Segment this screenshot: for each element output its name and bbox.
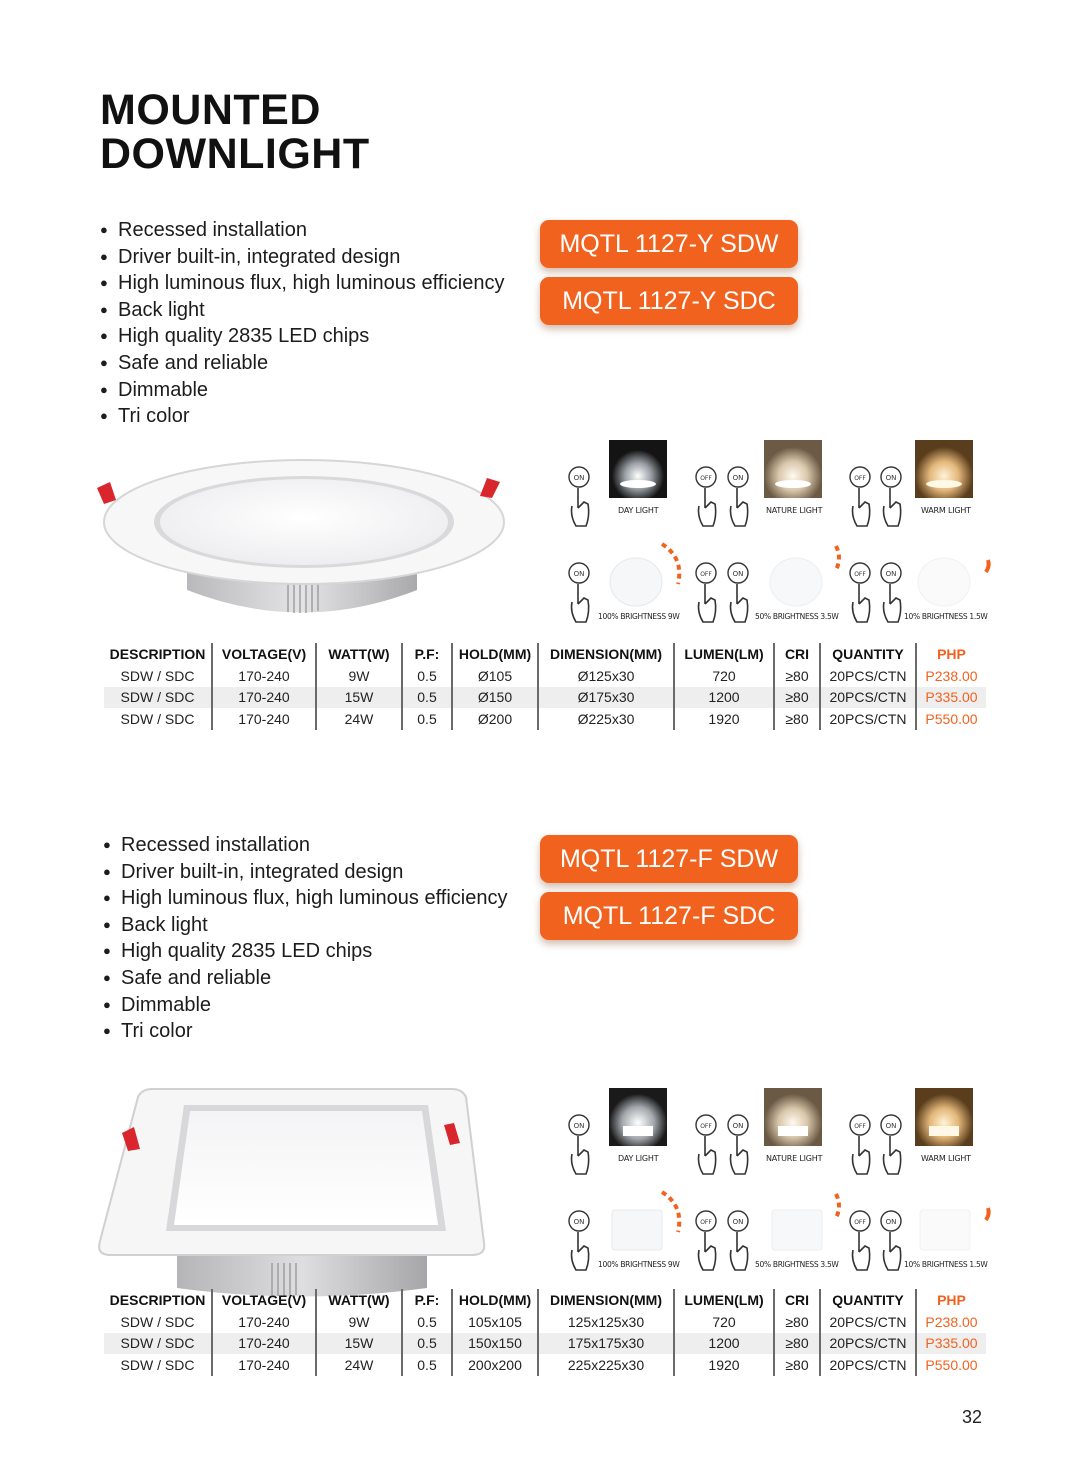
daylight-swatch bbox=[609, 440, 667, 498]
hand-switch-icon bbox=[691, 1112, 721, 1188]
cell-lumen: 1200 bbox=[674, 687, 774, 709]
cell-pf: 0.5 bbox=[402, 1354, 452, 1376]
hand-switch-icon bbox=[845, 1112, 875, 1188]
cell-quantity: 20PCS/CTN bbox=[820, 1311, 916, 1333]
table-header-row bbox=[104, 1289, 986, 1311]
col-voltage: VOLTAGE(V) bbox=[212, 643, 316, 665]
col-lumen: LUMEN(LM) bbox=[674, 1289, 774, 1311]
table-row bbox=[104, 1311, 986, 1333]
col-cri: CRI bbox=[774, 643, 820, 665]
hand-switch-icon bbox=[723, 560, 753, 636]
col-lumen: LUMEN(LM) bbox=[674, 643, 774, 665]
cell-pf: 0.5 bbox=[402, 687, 452, 709]
hand-switch-icon bbox=[564, 1112, 594, 1188]
cell-description: SDW / SDC bbox=[104, 1333, 212, 1355]
col-pf: P.F: bbox=[402, 1289, 452, 1311]
hand-switch-icon bbox=[845, 464, 875, 540]
daylight-label: DAY LIGHT bbox=[618, 506, 659, 515]
product-section-round bbox=[0, 218, 1080, 778]
lamp-glow-icon bbox=[760, 1180, 846, 1258]
switch-on-text: ON bbox=[732, 1218, 744, 1226]
hand-switch-icon bbox=[876, 1208, 906, 1284]
feature-item: ● Recessed installation bbox=[100, 218, 505, 245]
warm-light-label: WARM LIGHT bbox=[921, 506, 971, 515]
switch-on-text: ON bbox=[732, 1122, 744, 1130]
cell-pf: 0.5 bbox=[402, 708, 452, 730]
feature-item: ● Dimmable bbox=[103, 993, 508, 1020]
cell-php: P550.00 bbox=[916, 1354, 986, 1376]
light-modes-panel bbox=[560, 440, 1000, 620]
col-php: PHP bbox=[916, 643, 986, 665]
col-quantity: QUANTITY bbox=[820, 643, 916, 665]
cell-hold: 150x150 bbox=[452, 1333, 538, 1355]
switch-on-text: ON bbox=[885, 1218, 897, 1226]
feature-item: ● Driver built-in, integrated design bbox=[103, 860, 508, 887]
hand-switch-icon bbox=[691, 560, 721, 636]
model-badge-sdc: MQTL 1127-Y SDC bbox=[540, 277, 798, 325]
cell-cri: ≥80 bbox=[774, 1333, 820, 1355]
cell-description: SDW / SDC bbox=[120, 1356, 195, 1373]
cell-cri: ≥80 bbox=[774, 687, 820, 709]
cell-lumen: 1920 bbox=[674, 1354, 774, 1376]
col-dimension: DIMENSION(MM) bbox=[538, 643, 674, 665]
switch-on-text: ON bbox=[573, 570, 585, 578]
feature-item: ● Safe and reliable bbox=[103, 966, 508, 993]
feature-item: ● High quality 2835 LED chips bbox=[100, 324, 505, 351]
col-pf: P.F: bbox=[402, 643, 452, 665]
col-php: PHP bbox=[916, 1289, 986, 1311]
cell-quantity: 20PCS/CTN bbox=[820, 665, 916, 687]
lamp-glow-icon bbox=[910, 532, 996, 610]
col-description: DESCRIPTION bbox=[109, 646, 206, 662]
col-voltage: VOLTAGE(V) bbox=[212, 1289, 316, 1311]
spec-table bbox=[104, 643, 986, 730]
cell-watt: 15W bbox=[316, 687, 402, 709]
cell-dimension: 225x225x30 bbox=[538, 1354, 674, 1376]
cell-description: SDW / SDC bbox=[120, 667, 195, 684]
table-header-row bbox=[104, 643, 986, 665]
feature-list bbox=[103, 833, 508, 1046]
hand-switch-icon bbox=[876, 560, 906, 636]
feature-item: ● Dimmable bbox=[100, 378, 505, 405]
title-line-2: DOWNLIGHT bbox=[100, 130, 370, 178]
brightness-10-label: 10% BRIGHTNESS 1.5W bbox=[904, 1260, 988, 1269]
table-row bbox=[104, 1354, 986, 1376]
table-row bbox=[104, 1333, 986, 1355]
cell-description: SDW / SDC bbox=[120, 1313, 195, 1330]
cell-hold: Ø105 bbox=[452, 665, 538, 687]
cell-cri: ≥80 bbox=[774, 708, 820, 730]
model-badge-sdw: MQTL 1127-Y SDW bbox=[540, 220, 798, 268]
table-row bbox=[104, 708, 986, 730]
spec-table bbox=[104, 1289, 986, 1376]
col-watt: WATT(W) bbox=[316, 643, 402, 665]
hand-switch-icon bbox=[691, 464, 721, 540]
page-title bbox=[100, 88, 370, 176]
daylight-swatch bbox=[609, 1088, 667, 1146]
switch-on-text: ON bbox=[885, 1122, 897, 1130]
cell-pf: 0.5 bbox=[402, 1333, 452, 1355]
cell-hold: Ø200 bbox=[452, 708, 538, 730]
col-quantity: QUANTITY bbox=[820, 1289, 916, 1311]
warm-light-label: WARM LIGHT bbox=[921, 1154, 971, 1163]
cell-watt: 24W bbox=[316, 1354, 402, 1376]
warm-light-swatch bbox=[915, 440, 973, 498]
round-downlight-image bbox=[92, 440, 512, 625]
cell-php: P238.00 bbox=[916, 665, 986, 687]
switch-off-text: OFF bbox=[854, 1219, 866, 1226]
cell-lumen: 720 bbox=[674, 1311, 774, 1333]
brightness-50-label: 50% BRIGHTNESS 3.5W bbox=[755, 612, 839, 621]
page-number: 32 bbox=[962, 1407, 983, 1427]
switch-off-text: OFF bbox=[700, 475, 712, 482]
cell-watt: 9W bbox=[316, 1311, 402, 1333]
model-badge-sdc: MQTL 1127-F SDC bbox=[540, 892, 798, 940]
cell-voltage: 170-240 bbox=[212, 665, 316, 687]
feature-item: ● Safe and reliable bbox=[100, 351, 505, 378]
feature-list bbox=[100, 218, 505, 431]
feature-item: ● Back light bbox=[103, 913, 508, 940]
feature-item: ● High luminous flux, high luminous efficiency bbox=[100, 271, 505, 298]
hand-switch-icon bbox=[876, 1112, 906, 1188]
warm-light-swatch bbox=[915, 1088, 973, 1146]
hand-switch-icon bbox=[564, 560, 594, 636]
cell-quantity: 20PCS/CTN bbox=[820, 687, 916, 709]
feature-item: ● High quality 2835 LED chips bbox=[103, 939, 508, 966]
switch-on-text: ON bbox=[573, 474, 585, 482]
switch-on-text: ON bbox=[885, 570, 897, 578]
cell-dimension: Ø225x30 bbox=[538, 708, 674, 730]
feature-item: ● Tri color bbox=[103, 1019, 508, 1046]
hand-switch-icon bbox=[845, 560, 875, 636]
cell-cri: ≥80 bbox=[774, 1354, 820, 1376]
product-section-square bbox=[0, 833, 1080, 1393]
cell-quantity: 20PCS/CTN bbox=[820, 1354, 916, 1376]
switch-off-text: OFF bbox=[854, 1123, 866, 1130]
cell-hold: Ø150 bbox=[452, 687, 538, 709]
cell-quantity: 20PCS/CTN bbox=[820, 708, 916, 730]
col-cri: CRI bbox=[774, 1289, 820, 1311]
col-description: DESCRIPTION bbox=[109, 1292, 206, 1308]
cell-voltage: 170-240 bbox=[212, 708, 316, 730]
cell-cri: ≥80 bbox=[774, 1311, 820, 1333]
cell-dimension: Ø125x30 bbox=[538, 665, 674, 687]
cell-description: SDW / SDC bbox=[120, 710, 195, 727]
lamp-glow-icon bbox=[760, 532, 846, 610]
feature-item: ● Back light bbox=[100, 298, 505, 325]
lamp-glow-icon bbox=[604, 532, 690, 610]
cell-php: P550.00 bbox=[916, 708, 986, 730]
cell-watt: 24W bbox=[316, 708, 402, 730]
brightness-50-label: 50% BRIGHTNESS 3.5W bbox=[755, 1260, 839, 1269]
cell-php: P335.00 bbox=[916, 1333, 986, 1355]
cell-description: SDW / SDC bbox=[104, 687, 212, 709]
switch-on-text: ON bbox=[885, 474, 897, 482]
brightness-100-label: 100% BRIGHTNESS 9W bbox=[598, 612, 680, 621]
cell-dimension: Ø175x30 bbox=[538, 687, 674, 709]
switch-off-text: OFF bbox=[854, 475, 866, 482]
feature-item: ● High luminous flux, high luminous efficiency bbox=[103, 886, 508, 913]
feature-item: ● Tri color bbox=[100, 404, 505, 431]
light-modes-panel bbox=[560, 1088, 1000, 1268]
col-hold: HOLD(MM) bbox=[452, 1289, 538, 1311]
hand-switch-icon bbox=[564, 1208, 594, 1284]
cell-voltage: 170-240 bbox=[212, 1311, 316, 1333]
hand-switch-icon bbox=[691, 1208, 721, 1284]
hand-switch-icon bbox=[564, 464, 594, 540]
nature-light-label: NATURE LIGHT bbox=[766, 1154, 823, 1163]
table-row bbox=[104, 665, 986, 687]
col-dimension: DIMENSION(MM) bbox=[538, 1289, 674, 1311]
cell-voltage: 170-240 bbox=[212, 1354, 316, 1376]
nature-light-swatch bbox=[764, 440, 822, 498]
cell-hold: 200x200 bbox=[452, 1354, 538, 1376]
col-watt: WATT(W) bbox=[316, 1289, 402, 1311]
cell-php: P238.00 bbox=[916, 1311, 986, 1333]
cell-voltage: 170-240 bbox=[212, 1333, 316, 1355]
square-downlight-image bbox=[92, 1083, 512, 1308]
lamp-glow-icon bbox=[910, 1180, 996, 1258]
hand-switch-icon bbox=[845, 1208, 875, 1284]
switch-on-text: ON bbox=[732, 570, 744, 578]
hand-switch-icon bbox=[723, 464, 753, 540]
cell-cri: ≥80 bbox=[774, 665, 820, 687]
switch-on-text: ON bbox=[573, 1122, 585, 1130]
lamp-glow-icon bbox=[604, 1180, 690, 1258]
table-row bbox=[104, 687, 986, 709]
cell-hold: 105x105 bbox=[452, 1311, 538, 1333]
switch-off-text: OFF bbox=[854, 571, 866, 578]
hand-switch-icon bbox=[723, 1112, 753, 1188]
switch-off-text: OFF bbox=[700, 1123, 712, 1130]
feature-item: ● Recessed installation bbox=[103, 833, 508, 860]
model-badge-sdw: MQTL 1127-F SDW bbox=[540, 835, 798, 883]
cell-lumen: 720 bbox=[674, 665, 774, 687]
title-line-1: MOUNTED bbox=[100, 86, 321, 134]
cell-php: P335.00 bbox=[916, 687, 986, 709]
switch-on-text: ON bbox=[732, 474, 744, 482]
cell-pf: 0.5 bbox=[402, 665, 452, 687]
switch-off-text: OFF bbox=[700, 1219, 712, 1226]
cell-quantity: 20PCS/CTN bbox=[820, 1333, 916, 1355]
cell-dimension: 125x125x30 bbox=[538, 1311, 674, 1333]
switch-on-text: ON bbox=[573, 1218, 585, 1226]
cell-watt: 15W bbox=[316, 1333, 402, 1355]
feature-item: ● Driver built-in, integrated design bbox=[100, 245, 505, 272]
cell-lumen: 1200 bbox=[674, 1333, 774, 1355]
brightness-100-label: 100% BRIGHTNESS 9W bbox=[598, 1260, 680, 1269]
cell-pf: 0.5 bbox=[402, 1311, 452, 1333]
brightness-10-label: 10% BRIGHTNESS 1.5W bbox=[904, 612, 988, 621]
col-hold: HOLD(MM) bbox=[452, 643, 538, 665]
hand-switch-icon bbox=[723, 1208, 753, 1284]
cell-lumen: 1920 bbox=[674, 708, 774, 730]
daylight-label: DAY LIGHT bbox=[618, 1154, 659, 1163]
cell-voltage: 170-240 bbox=[212, 687, 316, 709]
cell-watt: 9W bbox=[316, 665, 402, 687]
nature-light-swatch bbox=[764, 1088, 822, 1146]
nature-light-label: NATURE LIGHT bbox=[766, 506, 823, 515]
cell-dimension: 175x175x30 bbox=[538, 1333, 674, 1355]
hand-switch-icon bbox=[876, 464, 906, 540]
switch-off-text: OFF bbox=[700, 571, 712, 578]
